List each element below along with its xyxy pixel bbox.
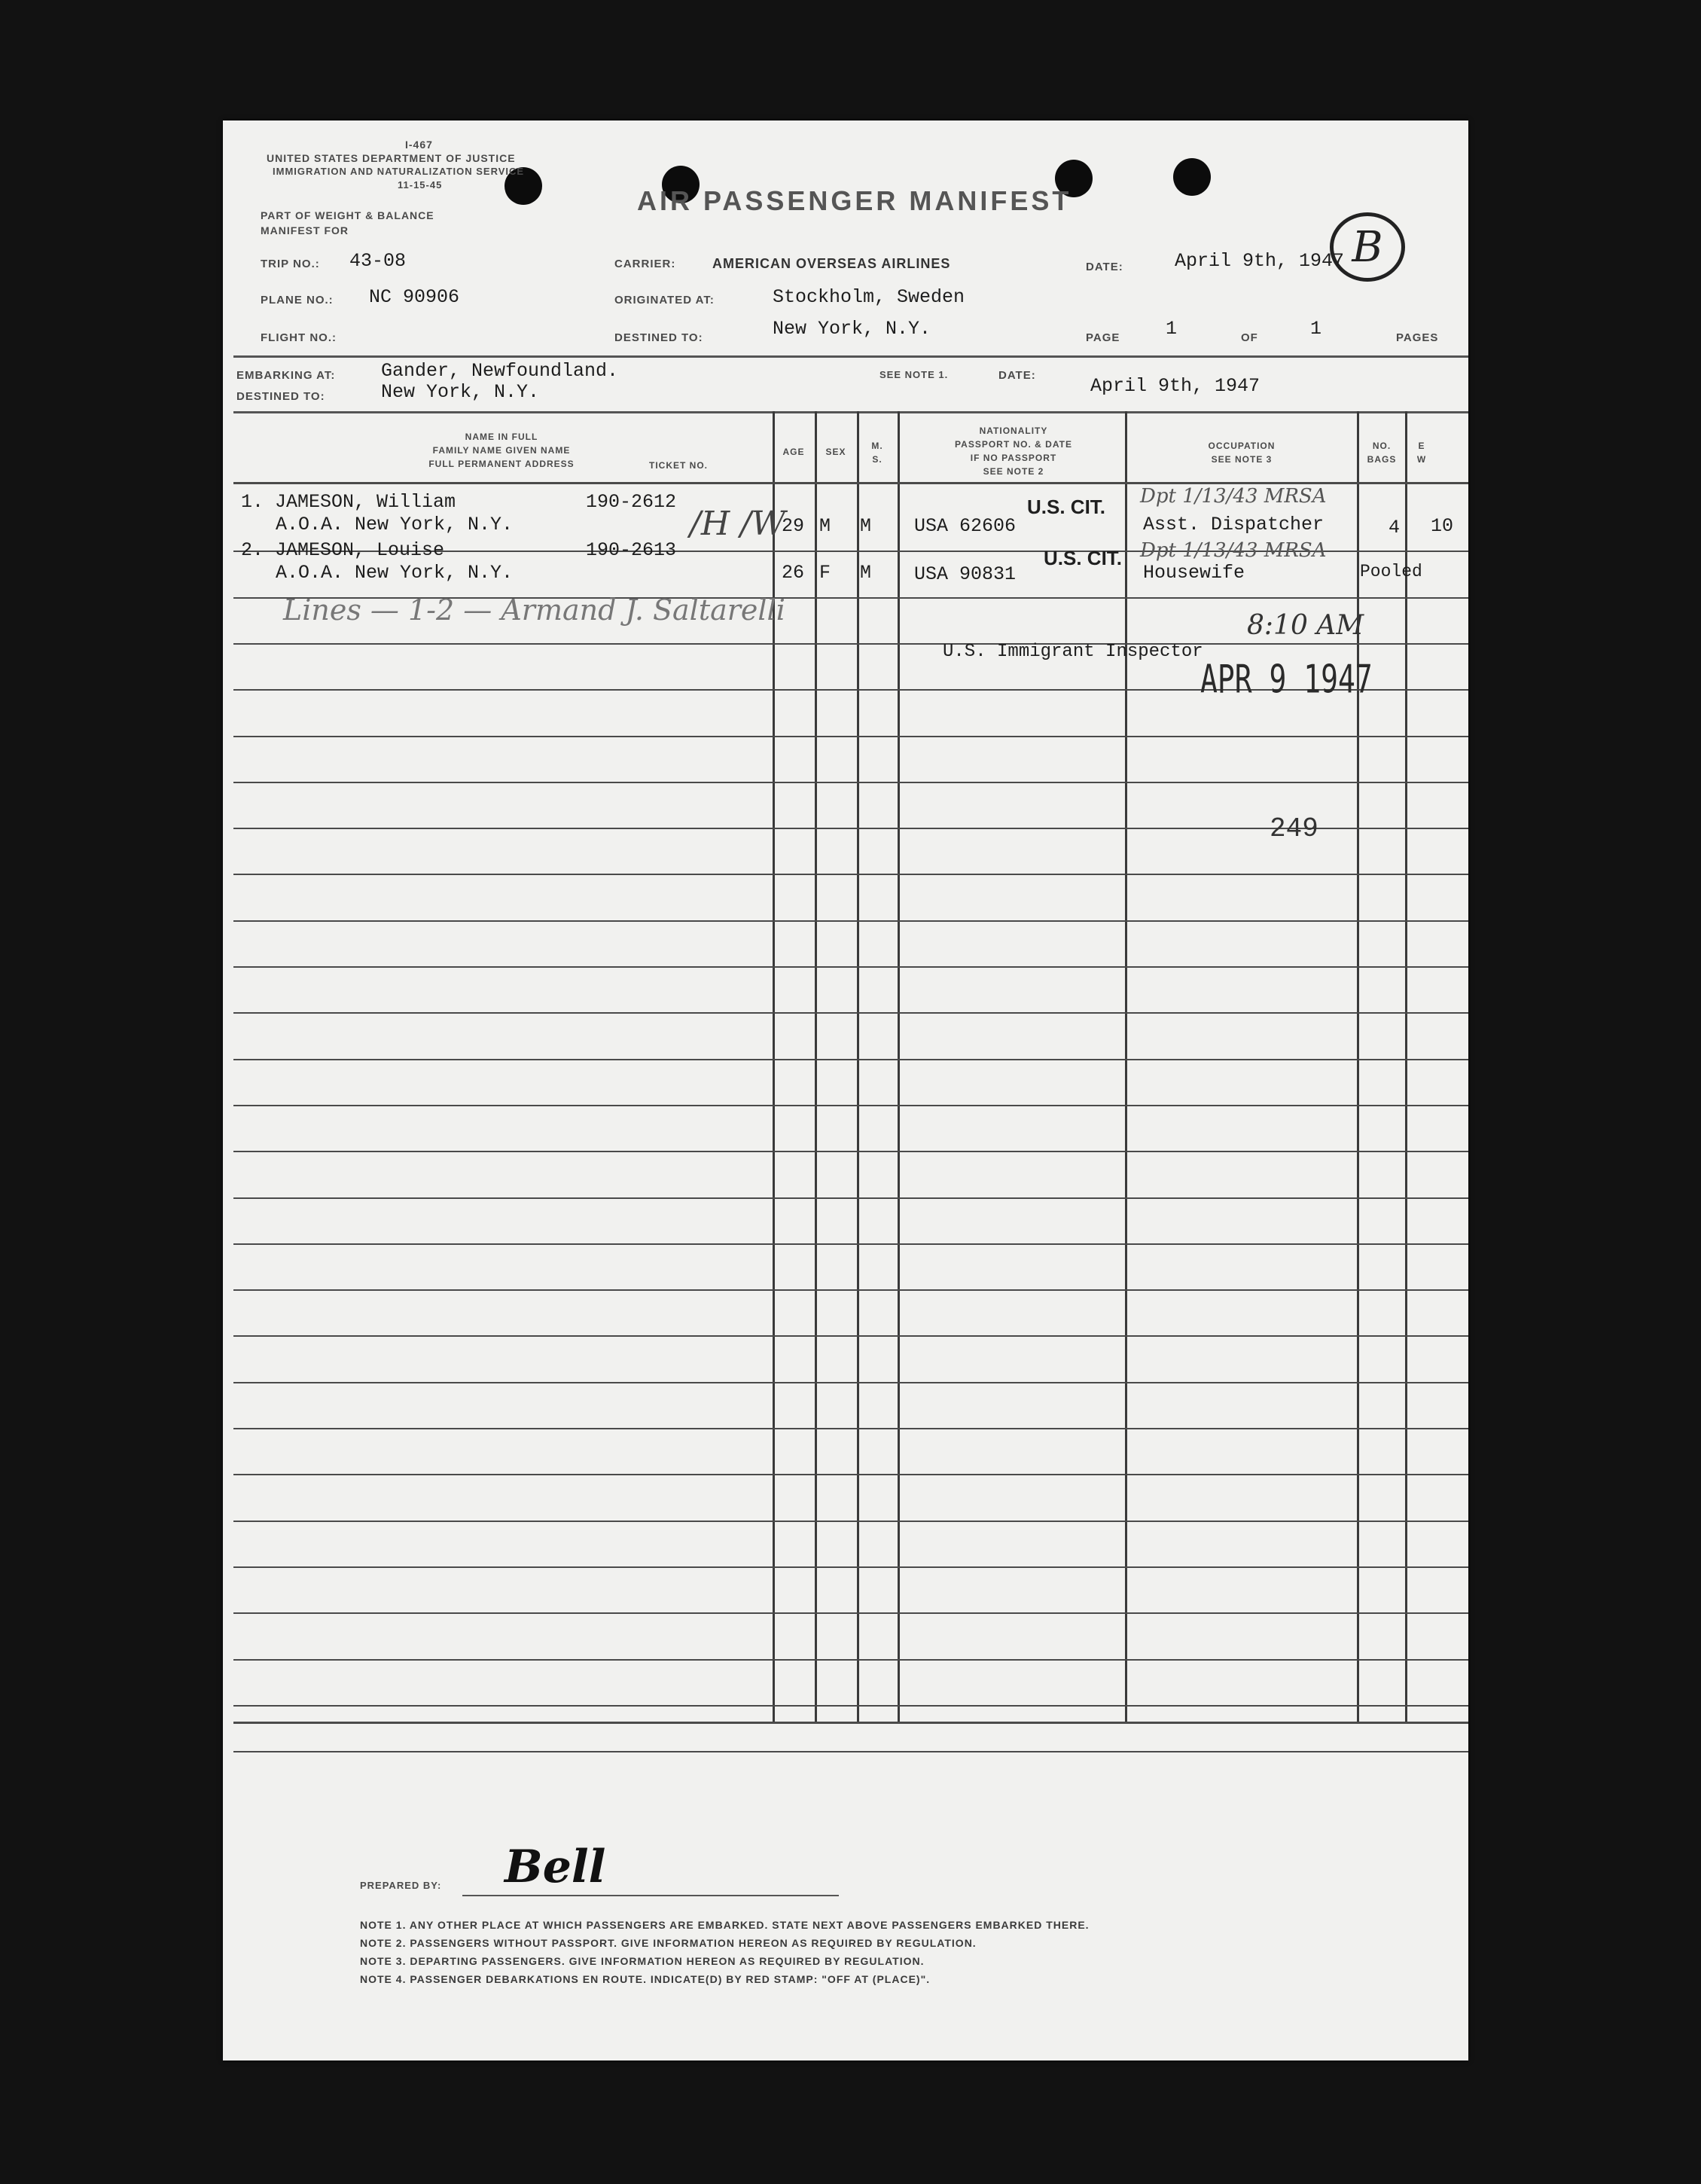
page-value: 1	[1166, 318, 1178, 340]
trip-label: TRIP NO.:	[261, 258, 320, 270]
note-3: NOTE 3. DEPARTING PASSENGERS. GIVE INFORMATION HEREON AS REQUIRED BY REGULATION.	[360, 1955, 925, 1967]
passenger-nationality: USA 90831	[914, 563, 1017, 585]
note-4: NOTE 4. PASSENGER DEBARKATIONS EN ROUTE. INDICATE(D) BY RED STAMP: "OFF AT (PLACE)".	[360, 1973, 931, 1985]
row-rule	[233, 1289, 1468, 1291]
col-age-heading: AGE	[782, 447, 805, 457]
form-service: IMMIGRATION AND NATURALIZATION SERVICE	[273, 166, 525, 177]
row-rule	[233, 1751, 1468, 1752]
col-name-heading-3: FULL PERMANENT ADDRESS	[428, 459, 575, 469]
embark-date-label: DATE:	[998, 369, 1036, 382]
col-divider	[1125, 411, 1127, 1722]
col-divider	[857, 411, 859, 1722]
row-rule	[233, 1705, 1468, 1707]
page-number: 249	[1270, 813, 1318, 844]
passenger-nationality: USA 62606	[914, 515, 1017, 537]
plane-label: PLANE NO.:	[261, 294, 334, 307]
form-department: UNITED STATES DEPARTMENT OF JUSTICE	[267, 152, 516, 164]
col-ms-heading-2: S.	[872, 454, 883, 465]
originated-value: Stockholm, Sweden	[773, 286, 965, 308]
flight-label: FLIGHT NO.:	[261, 331, 337, 344]
row-rule	[233, 1659, 1468, 1661]
col-weight-heading-2: W	[1416, 454, 1427, 465]
form-revision: 11-15-45	[398, 179, 443, 191]
manifest-title: AIR PASSENGER MANIFEST	[637, 185, 1072, 216]
circled-mark-letter: B	[1352, 222, 1383, 272]
form-number: I-467	[405, 139, 433, 151]
occupation-note: Dpt 1/13/43 MRSA	[1140, 485, 1327, 508]
passenger-marital: M	[860, 515, 872, 537]
destined-label: DESTINED TO:	[614, 331, 703, 344]
date-value: April 9th, 1947	[1175, 250, 1345, 272]
of-label: OF	[1241, 331, 1258, 344]
col-divider	[1405, 411, 1407, 1722]
passenger-name: 1. JAMESON, William	[241, 491, 456, 513]
time-annotation: 8:10 AM	[1247, 610, 1364, 641]
row-rule	[233, 1428, 1468, 1429]
carrier-value: AMERICAN OVERSEAS AIRLINES	[712, 256, 951, 271]
passenger-address: A.O.A. New York, N.Y.	[276, 562, 514, 584]
inspector-label: U.S. Immigrant Inspector	[943, 642, 1203, 662]
carrier-label: CARRIER:	[614, 258, 676, 270]
passenger-bags: 4	[1389, 517, 1401, 538]
inspection-stamp-date: APR 9 1947	[1200, 657, 1373, 702]
col-name-heading-1: NAME IN FULL	[465, 432, 538, 442]
row-rule	[233, 920, 1468, 922]
col-nationality-heading-1: NATIONALITY	[979, 426, 1048, 436]
form-part-of-line1: PART OF WEIGHT & BALANCE	[261, 209, 434, 221]
passenger-sex: F	[819, 562, 831, 584]
lines-annotation: Lines — 1-2 — Armand J. Saltarelli	[283, 593, 785, 627]
col-occupation-heading-1: OCCUPATION	[1208, 441, 1276, 451]
prepared-by-line	[462, 1895, 839, 1896]
col-divider	[1357, 411, 1359, 1722]
row-rule	[233, 1335, 1468, 1337]
embarking-value: Gander, Newfoundland.	[381, 360, 619, 382]
row-rule	[233, 1566, 1468, 1568]
passenger-address: A.O.A. New York, N.Y.	[276, 514, 514, 535]
passenger-marital: M	[860, 562, 872, 584]
row-rule	[233, 1243, 1468, 1245]
trip-value: 43-08	[349, 250, 407, 272]
row-rule	[233, 1197, 1468, 1199]
header-row-rule	[233, 482, 1468, 484]
row-rule	[233, 643, 1468, 645]
embark-date-value: April 9th, 1947	[1090, 375, 1261, 397]
row-rule	[233, 782, 1468, 783]
col-nationality-heading-3: IF NO PASSPORT	[970, 453, 1057, 463]
passenger-age: 26	[782, 562, 805, 584]
col-ticket-heading: TICKET NO.	[649, 460, 708, 471]
passenger-occupation: Asst. Dispatcher	[1143, 514, 1325, 535]
manifest-sheet	[223, 120, 1468, 2060]
row-rule	[233, 736, 1468, 737]
ticket-marks: /H /W	[690, 505, 786, 543]
ticket-number: 190-2613	[586, 539, 677, 561]
note-1: NOTE 1. ANY OTHER PLACE AT WHICH PASSENGERS ARE EMBARKED. STATE NEXT ABOVE PASSENGERS EMBARKED THERE.	[360, 1919, 1090, 1931]
table-bottom-rule	[233, 1722, 1468, 1724]
header-rule	[233, 355, 1468, 358]
row-rule	[233, 1474, 1468, 1475]
citizen-stamp: U.S. CIT.	[1027, 496, 1106, 518]
embark-destined-value: New York, N.Y.	[381, 381, 540, 403]
ticket-number: 190-2612	[586, 491, 677, 513]
row-rule	[233, 966, 1468, 968]
row-rule	[233, 1012, 1468, 1014]
col-bags-heading-1: NO.	[1372, 441, 1392, 451]
form-part-of-line2: MANIFEST FOR	[261, 224, 349, 236]
plane-value: NC 90906	[369, 286, 460, 308]
note-2: NOTE 2. PASSENGERS WITHOUT PASSPORT. GIVE INFORMATION HEREON AS REQUIRED BY REGULATION.	[360, 1937, 977, 1949]
col-sex-heading: SEX	[825, 447, 846, 457]
embarking-label: EMBARKING AT:	[236, 369, 336, 382]
originated-label: ORIGINATED AT:	[614, 294, 715, 307]
page-label: PAGE	[1086, 331, 1120, 344]
date-label: DATE:	[1086, 261, 1123, 273]
col-divider	[898, 411, 900, 1722]
row-rule	[233, 1105, 1468, 1106]
row-rule	[233, 1151, 1468, 1152]
prepared-by-label: PREPARED BY:	[360, 1880, 442, 1891]
col-name-heading-2: FAMILY NAME GIVEN NAME	[432, 445, 571, 456]
row-rule	[233, 874, 1468, 875]
row-rule	[233, 1521, 1468, 1522]
passenger-occupation: Housewife	[1143, 562, 1245, 584]
row-rule	[233, 1382, 1468, 1383]
destined-value: New York, N.Y.	[773, 318, 931, 340]
punch-hole	[1173, 158, 1211, 196]
col-nationality-heading-2: PASSPORT NO. & DATE	[955, 439, 1072, 450]
see-note-1: SEE NOTE 1.	[879, 369, 949, 380]
col-ms-heading-1: M.	[871, 441, 883, 451]
row-rule	[233, 1612, 1468, 1614]
preparer-signature: Bell	[505, 1841, 606, 1893]
passenger-age: 29	[782, 515, 805, 537]
col-weight-heading-1: E	[1418, 441, 1425, 451]
embark-destined-label: DESTINED TO:	[236, 390, 325, 403]
col-divider	[815, 411, 817, 1722]
col-nationality-heading-4: SEE NOTE 2	[983, 466, 1044, 477]
of-value: 1	[1310, 318, 1322, 340]
pages-label: PAGES	[1396, 331, 1439, 344]
passenger-weight: 10	[1431, 515, 1454, 537]
passenger-name: 2. JAMESON, Louise	[241, 539, 445, 561]
occupation-note: Dpt 1/13/43 MRSA	[1140, 539, 1327, 562]
passenger-bags: Pooled	[1360, 562, 1422, 581]
passenger-sex: M	[819, 515, 831, 537]
row-rule	[233, 1059, 1468, 1060]
col-occupation-heading-2: SEE NOTE 3	[1211, 454, 1273, 465]
citizen-stamp: U.S. CIT.	[1044, 547, 1123, 569]
col-bags-heading-2: BAGS	[1367, 454, 1397, 465]
